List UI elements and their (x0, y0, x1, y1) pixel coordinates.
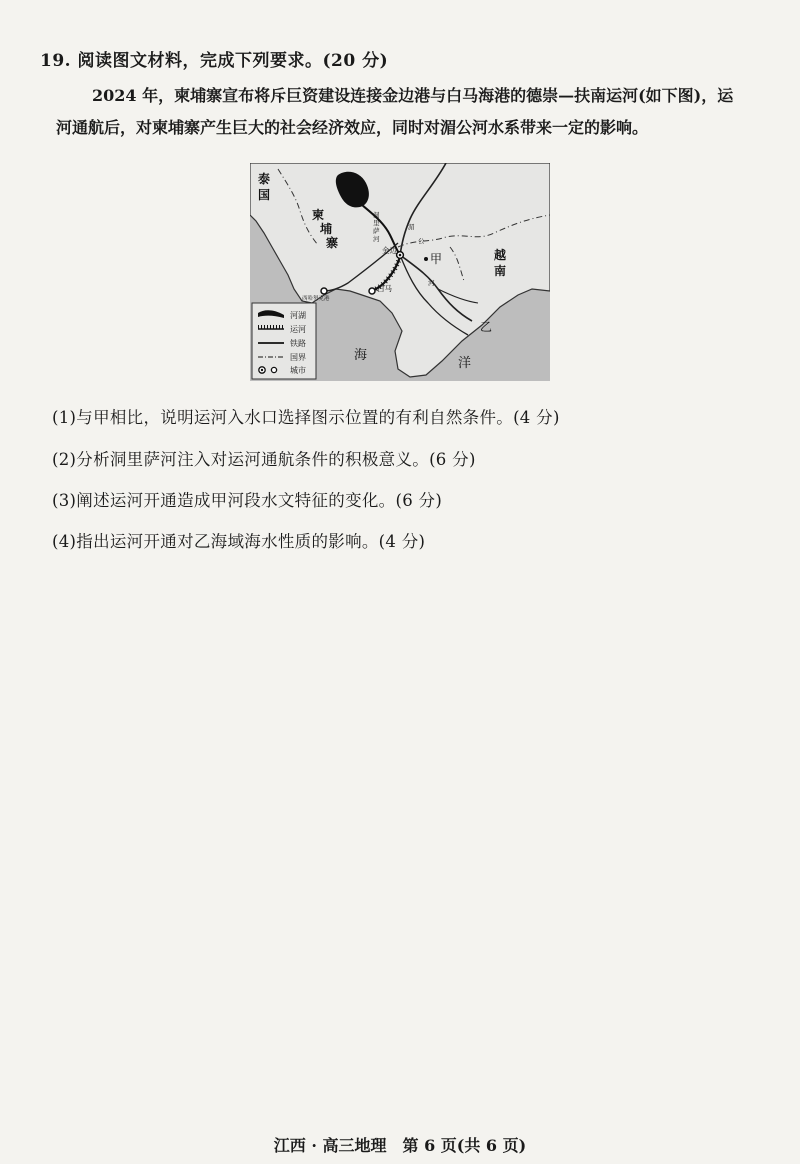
phnom-penh-dot (399, 254, 402, 257)
label-mekong-2: 公 (418, 237, 425, 245)
label-cambodia-2: 埔 (320, 222, 333, 236)
subquestion-3: (3)阐述运河开通造成甲河段水文特征的变化。(6 分) (52, 491, 443, 510)
label-sea-1: 海 (354, 348, 368, 363)
label-thailand-1: 泰 (258, 172, 271, 186)
label-sea-2: 洋 (458, 356, 472, 371)
label-sihanoukville: 西哈努克港 (302, 296, 330, 302)
map-legend (252, 303, 316, 379)
label-kampot: 白马 (377, 284, 392, 293)
canal-map (250, 163, 550, 381)
legend-canal-label: 运河 (290, 325, 306, 334)
label-point-jia: 甲 (430, 252, 443, 266)
map-figure (250, 163, 550, 381)
label-cambodia-3: 寨 (326, 236, 339, 250)
label-thailand-2: 国 (258, 188, 271, 202)
label-phnom-penh: 金边 (382, 246, 397, 255)
legend-railway-label: 铁路 (290, 339, 306, 348)
kampot-marker (369, 288, 375, 294)
legend-border-label: 国界 (290, 353, 306, 362)
label-vietnam-2: 南 (494, 264, 507, 278)
label-mekong-3: 河 (428, 279, 435, 287)
question-title: 19. 阅读图文材料，完成下列要求。(20 分) (40, 51, 389, 71)
legend-city-capital-dot (261, 369, 263, 371)
legend-city-label: 城市 (290, 366, 306, 375)
label-vietnam-1: 越 (494, 248, 507, 262)
legend-lake-label: 河湖 (290, 311, 306, 320)
label-tonle-sap-4: 河 (373, 235, 380, 243)
label-point-yi: 乙 (480, 320, 493, 334)
subquestion-2: (2)分析洞里萨河注入对运河通航条件的积极意义。(6 分) (52, 450, 476, 469)
label-tonle-sap-3: 萨 (373, 227, 380, 235)
question-material: 2024 年，柬埔寨宣布将斥巨资建设连接金边港与白马海港的德崇—扶南运河(如下图)，运河通航后，对柬埔寨产生巨大的社会经济效应，同时对湄公河水系带来一定的影响。 (56, 86, 734, 137)
subquestion-4: (4)指出运河开通对乙海域海水性质的影响。(4 分) (52, 532, 426, 551)
label-cambodia-1: 柬 (312, 208, 325, 222)
label-mekong-1: 湄 (408, 223, 415, 231)
label-tonle-sap-1: 洞 (373, 211, 380, 219)
subquestion-1: (1)与甲相比，说明运河入水口选择图示位置的有利自然条件。(4 分) (52, 408, 560, 427)
point-jia-marker (424, 257, 428, 261)
sihanoukville-marker (321, 288, 327, 294)
legend-city-town (271, 367, 276, 372)
page-footer: 江西 · 高三地理 第 6 页(共 6 页) (273, 1136, 527, 1155)
label-tonle-sap-2: 里 (373, 219, 380, 227)
